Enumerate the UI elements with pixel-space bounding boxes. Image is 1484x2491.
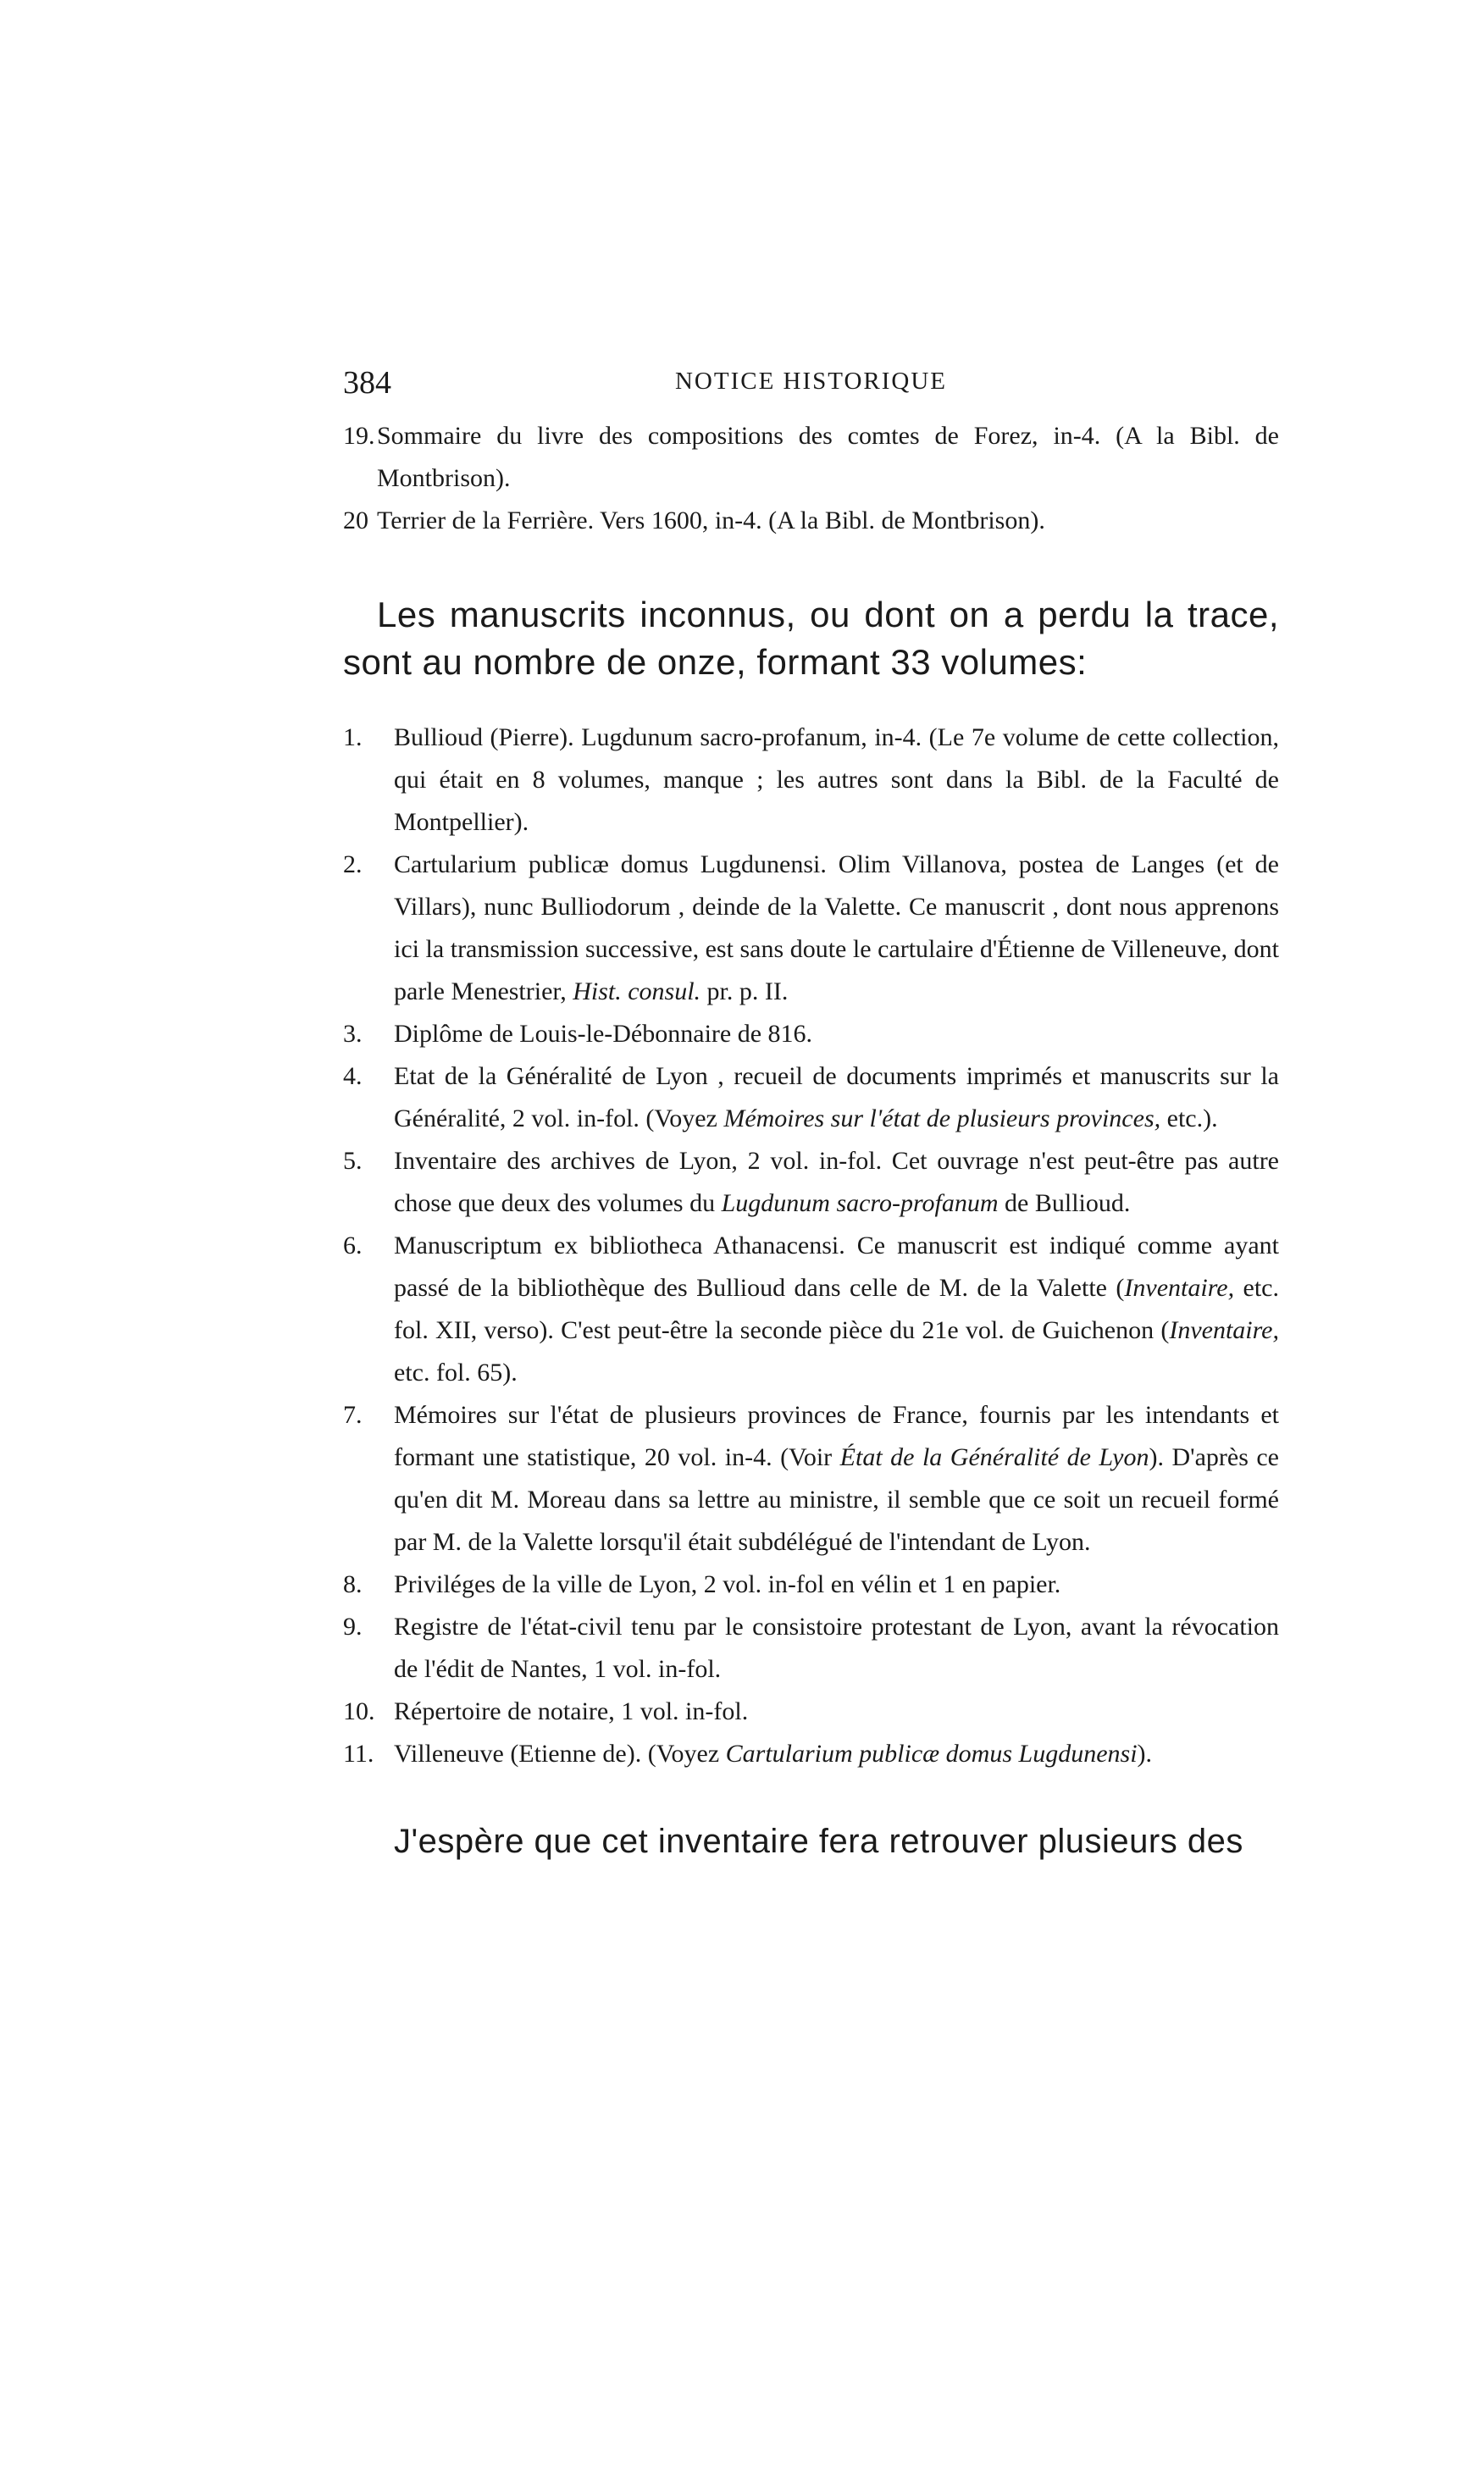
top-entries [343,415,1279,542]
entry-text: etc. fol. 65). [394,1359,518,1387]
entry-number: 5. [343,1147,363,1175]
entry-number: 8. [343,1570,363,1598]
list-item [343,1013,1279,1055]
entry-text: Sommaire du livre des compositions des comtes de Forez, in-4. (A la Bibl. de Montbrison). [377,422,1279,492]
entry-number: 19. [343,422,375,450]
entry-text: etc. fol. XII, verso). C'est peut-être la seconde pièce du 21e vol. de Guichenon ( [394,1274,1279,1344]
entry-text: Bullioud (Pierre). Lugdunum sacro-profanum, in-4. (Le 7e volume de cette collection, qui était en 8 volumes, manque ; les autres sont dans la Bibl. de la Faculté de Montpellier). [394,723,1279,836]
entry-italic-text: Inventaire, [1169,1316,1279,1344]
list-item [343,1691,1279,1733]
entry-number: 11. [343,1740,374,1768]
entry-italic-text: État de la Généralité de Lyon [839,1443,1149,1471]
list-item [343,717,1279,844]
entry-number: 20 [343,507,368,534]
list-item [343,1225,1279,1394]
running-head [343,356,1279,407]
entry-italic-text: Cartularium publicæ domus Lugdunensi [725,1740,1138,1768]
entry-text: Mémoires sur l'état de plusieurs provinces de France, fournis par les intendants et formant une statistique, 20 vol. in-4. (Voir [394,1401,1279,1471]
list-item [343,1394,1279,1564]
entry-number: 4. [343,1062,363,1090]
entry-text: Etat de la Généralité de Lyon , recueil de documents imprimés et manuscrits sur la Généralité, 2 vol. in-fol. (Voyez [394,1062,1279,1132]
entry-text: ). [1137,1740,1153,1768]
entry-number: 3. [343,1020,363,1048]
entry-text: Répertoire de notaire, 1 vol. in-fol. [394,1697,749,1725]
entry-text: Villeneuve (Etienne de). (Voyez [394,1740,726,1768]
section-heading: Les manuscrits inconnus, ou dont on a perdu la trace, sont au nombre de onze, formant 33 volumes: [343,595,1279,682]
entry-text: Diplôme de Louis-le-Débonnaire de 816. [394,1020,813,1048]
list-item [343,500,1279,542]
entry-italic-text: Mémoires sur l'état de plusieurs provinces, [723,1104,1161,1132]
page-number: 384 [343,365,391,401]
entry-italic-text: Lugdunum sacro-profanum [721,1189,999,1217]
entry-italic-text: Hist. consul. [573,977,701,1005]
list-item [343,844,1279,1013]
entry-number: 2. [343,850,363,878]
entry-number: 10. [343,1697,375,1725]
entry-text: Priviléges de la ville de Lyon, 2 vol. in-fol en vélin et 1 en papier. [394,1570,1061,1598]
entry-text: Cartularium publicæ domus Lugdunensi. Olim Villanova, postea de Langes (et de Villars), nunc Bulliodorum , deinde de la Valette. Ce manuscrit , dont nous apprenons ici la transmission successive, est sans doute le cartulaire d'Étienne de Villeneuve, dont parle Menestrier, [394,850,1279,1005]
entry-text: etc.). [1160,1104,1218,1132]
entry-text: Manuscriptum ex bibliotheca Athanacensi. Ce manuscrit est indiqué comme ayant passé de la bibliothèque des Bullioud dans celle de M. de la Valette ( [394,1232,1279,1302]
running-title: NOTICE HISTORIQUE [674,368,948,395]
list-item [343,1733,1279,1775]
entry-italic-text: Inventaire, [1124,1274,1235,1302]
entry-text: Inventaire des archives de Lyon, 2 vol. in-fol. Cet ouvrage n'est peut-être pas autre chose que deux des volumes du [394,1147,1279,1217]
list-item [343,1564,1279,1606]
entry-text: pr. p. II. [700,977,789,1005]
entry-number: 6. [343,1232,363,1259]
list-item [343,415,1279,500]
list-item [343,1140,1279,1225]
closing-line: J'espère que cet inventaire fera retrouver plusieurs des [394,1823,1243,1860]
entry-number: 1. [343,723,363,751]
entry-text: Registre de l'état-civil tenu par le consistoire protestant de Lyon, avant la révocation de l'édit de Nantes, 1 vol. in-fol. [394,1613,1279,1683]
entry-text: de Bullioud. [998,1189,1131,1217]
list-item [343,1606,1279,1691]
entry-number: 7. [343,1401,363,1429]
entry-text: ). D'après ce qu'en dit M. Moreau dans sa lettre au ministre, il semble que ce soit un recueil formé par M. de la Valette lorsqu'il était subdélégué de l'intendant de Lyon. [394,1443,1279,1556]
manuscript-list [343,717,1279,1775]
entry-text: Terrier de la Ferrière. Vers 1600, in-4. (A la Bibl. de Montbrison). [377,507,1045,534]
list-item [343,1055,1279,1140]
entry-number: 9. [343,1613,363,1641]
page [343,356,1279,1899]
